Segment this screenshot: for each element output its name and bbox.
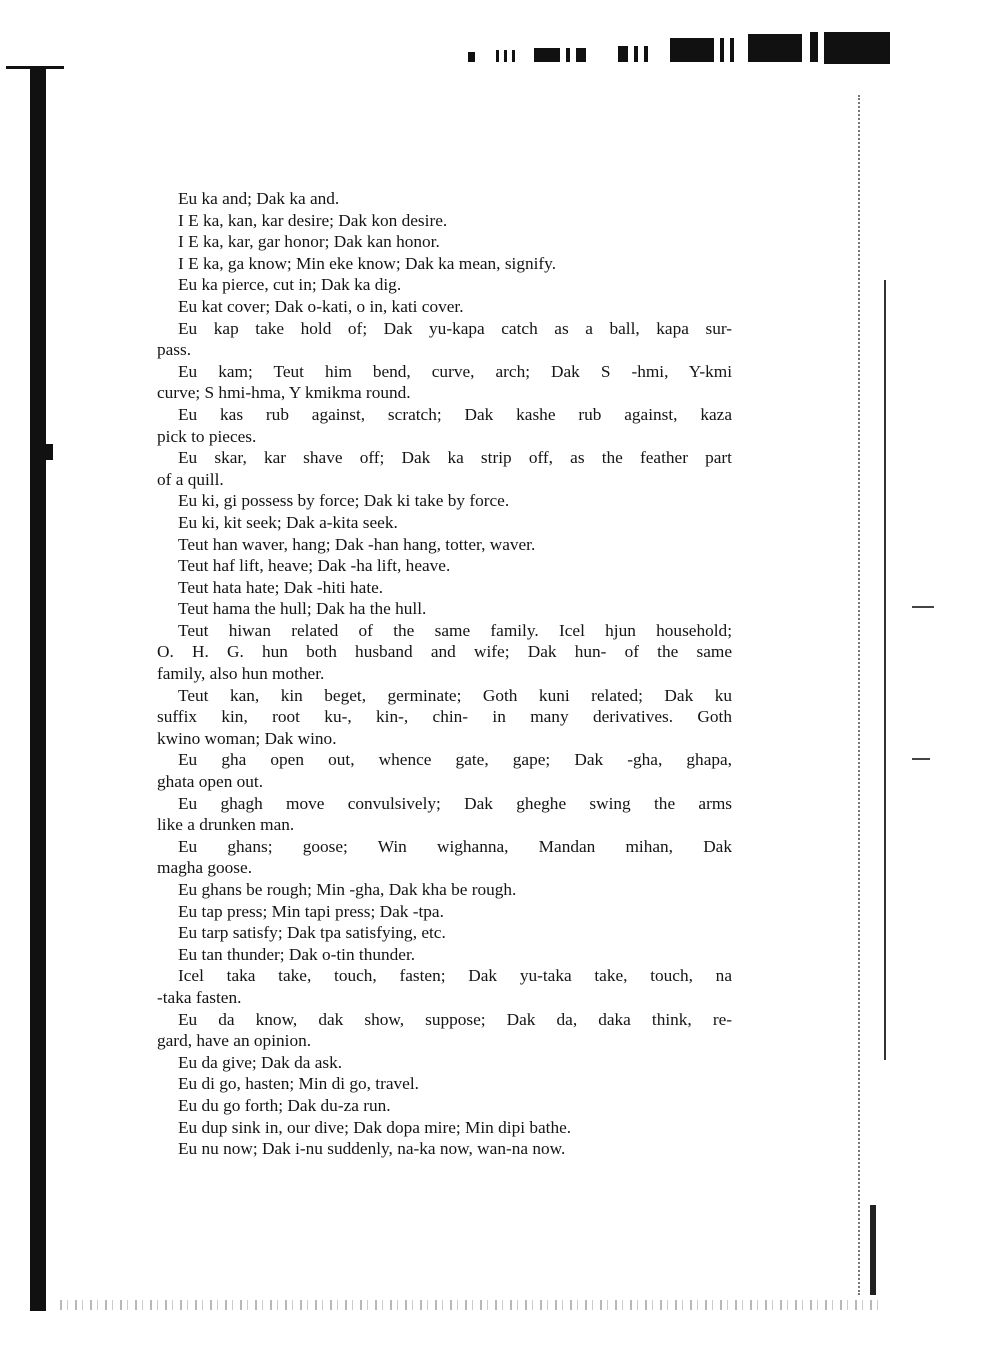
text-line: Eu tarp satisfy; Dak tpa satisfying, etc. — [178, 923, 446, 943]
text-line: Teut hiwan related of the same family. Icel hjun household; — [178, 620, 732, 640]
text-line: Eu kam; Teut him bend, curve, arch; Dak S -hmi, Y-kmi — [178, 361, 732, 381]
text-line: curve; S hmi-hma, Y kmikma round. — [157, 383, 411, 403]
text-line: Eu dup sink in, our dive; Dak dopa mire; Min dipi bathe. — [178, 1117, 572, 1137]
text-line: Eu ghans be rough; Min -gha, Dak kha be rough. — [178, 880, 517, 899]
text-line: like a drunken man. — [157, 815, 295, 835]
text-line: Teut hata hate; Dak -hiti hate. — [178, 577, 384, 597]
binding-notch — [44, 444, 53, 460]
text-line: Teut hama the hull; Dak ha the hull. — [178, 599, 427, 619]
text-line: Eu kat cover; Dak o-kati, o in, kati cover. — [178, 296, 464, 316]
text-line: Eu ghagh move convulsively; Dak gheghe swing the arms — [178, 793, 732, 813]
page-edge-dotted — [858, 95, 863, 1295]
text-line: Teut haf lift, heave; Dak -ha lift, heave. — [178, 556, 451, 576]
text-line: kwino woman; Dak wino. — [157, 728, 337, 748]
text-line: Eu ki, kit seek; Dak a-kita seek. — [178, 512, 398, 532]
text-line: suffix kin, root ku-, kin-, chin- in many derivatives. Goth — [157, 707, 732, 727]
text-line: Eu tap press; Min tapi press; Dak -tpa. — [178, 901, 444, 921]
margin-mark — [912, 606, 934, 608]
text-line: I E ka, kar, gar honor; Dak kan honor. — [178, 232, 440, 252]
text-line: Icel taka take, touch, fasten; Dak yu-taka take, touch, na — [178, 966, 732, 986]
text-line: of a quill. — [157, 469, 224, 489]
scan-barcode — [468, 32, 890, 64]
text-line: Eu kas rub against, scratch; Dak kashe rub against, kaza — [178, 404, 732, 424]
text-line: Eu du go forth; Dak du-za run. — [178, 1095, 391, 1115]
page-edge-line — [884, 280, 886, 1060]
text-line: Eu ka and; Dak ka and. — [178, 189, 340, 208]
binding-edge — [30, 66, 46, 1311]
text-line: I E ka, ga know; Min eke know; Dak ka mean, signify. — [178, 253, 557, 273]
text-line: pass. — [157, 340, 192, 360]
text-line: Eu da give; Dak da ask. — [178, 1052, 343, 1072]
text-line: Eu skar, kar shave off; Dak ka strip off, as the feather part — [178, 448, 732, 468]
text-line: pick to pieces. — [157, 426, 257, 446]
text-line: Eu ka pierce, cut in; Dak ka dig. — [178, 275, 402, 295]
text-line: Eu kap take hold of; Dak yu-kapa catch as a ball, kapa sur- — [178, 318, 732, 338]
text-line: Eu di go, hasten; Min di go, travel. — [178, 1074, 419, 1094]
text-line: Eu da know, dak show, suppose; Dak da, daka think, re- — [178, 1009, 732, 1029]
body-text — [157, 188, 732, 1160]
scan-noise — [60, 1300, 880, 1310]
text-line: family, also hun mother. — [157, 664, 325, 684]
page-edge-dark — [870, 1205, 876, 1295]
text-line: Teut kan, kin beget, germinate; Goth kuni related; Dak ku — [178, 685, 732, 705]
text-line: Eu ki, gi possess by force; Dak ki take by force. — [178, 491, 510, 511]
text-line: I E ka, kan, kar desire; Dak kon desire. — [178, 210, 448, 230]
text-line: Teut han waver, hang; Dak -han hang, totter, waver. — [178, 534, 536, 554]
text-line: Eu nu now; Dak i-nu suddenly, na-ka now, wan-na now. — [178, 1139, 566, 1159]
text-line: gard, have an opinion. — [157, 1031, 312, 1051]
text-line: ghata open out. — [157, 772, 264, 792]
text-line: Eu ghans; goose; Win wighanna, Mandan mihan, Dak — [178, 836, 732, 856]
text-line: -taka fasten. — [157, 987, 242, 1007]
margin-mark — [912, 758, 930, 760]
text-line: Eu gha open out, whence gate, gape; Dak -gha, ghapa, — [178, 750, 732, 770]
text-line: O. H. G. hun both husband and wife; Dak hun- of the same — [157, 642, 732, 662]
text-line: Eu tan thunder; Dak o-tin thunder. — [178, 944, 416, 964]
text-line: magha goose. — [157, 858, 253, 878]
